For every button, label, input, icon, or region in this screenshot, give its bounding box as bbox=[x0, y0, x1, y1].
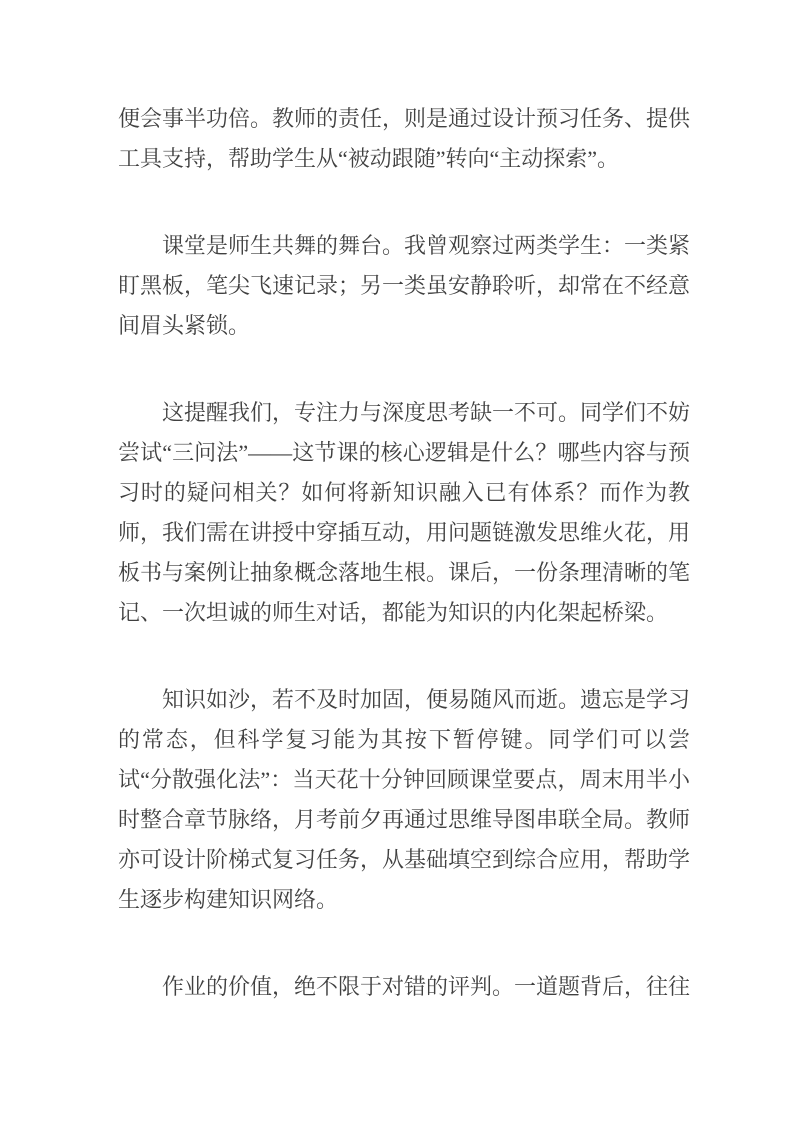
paragraph: 知识如沙，若不及时加固，便易随风而逝。遗忘是学习的常态，但科学复习能为其按下暂停键。同学们可以尝试“分散强化法”：当天花十分钟回顾课堂要点，周末用半小时整合章节脉络，月考前夕再通过思维导图串联全局。教师亦可设计阶梯式复习任务，从基础填空到综合应用，帮助学生逐步构建知识网络。 bbox=[118, 687, 691, 912]
paragraph: 课堂是师生共舞的舞台。我曾观察过两类学生：一类紧盯黑板，笔尖飞速记录；另一类虽安静聆听，却常在不经意间眉头紧锁。 bbox=[118, 233, 691, 338]
paragraph: 便会事半功倍。教师的责任，则是通过设计预习任务、提供工具支持，帮助学生从“被动跟随”转向“主动探索”。 bbox=[118, 106, 691, 171]
paragraph: 这提醒我们，专注力与深度思考缺一不可。同学们不妨尝试“三问法”——这节课的核心逻辑是什么？哪些内容与预习时的疑问相关？如何将新知识融入已有体系？而作为教师，我们需在讲授中穿插互动，用问题链激发思维火花，用板书与案例让抽象概念落地生根。课后，一份条理清晰的笔记、一次坦诚的师生对话，都能为知识的内化架起桥梁。 bbox=[118, 400, 691, 625]
paragraph: 作业的价值，绝不限于对错的评判。一道题背后，往往 bbox=[162, 974, 691, 999]
